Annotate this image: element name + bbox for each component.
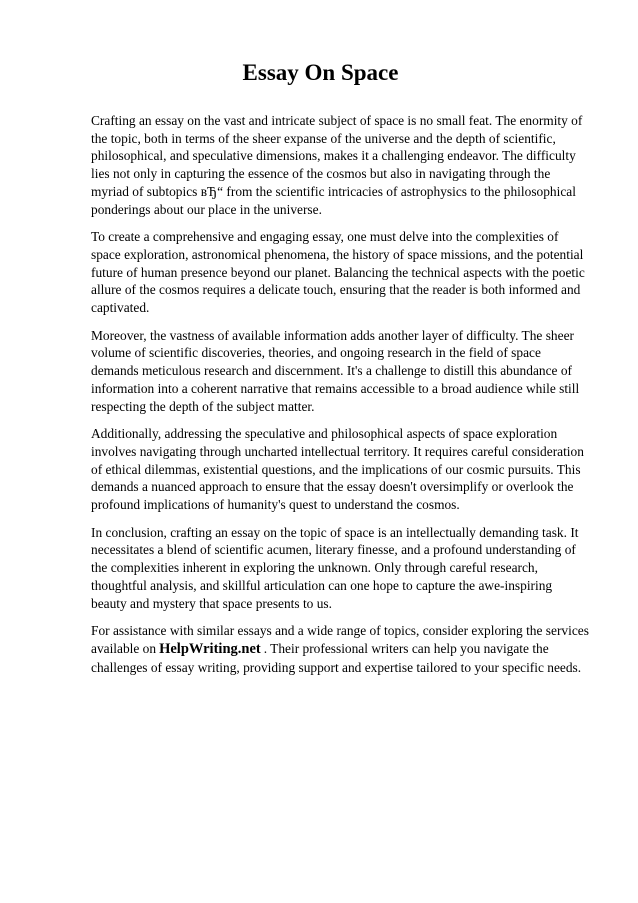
helpwriting-link[interactable]: HelpWriting.net [159, 640, 261, 657]
closing-paragraph [91, 622, 590, 676]
paragraph-2: To create a comprehensive and engaging essay, one must delve into the complexities of space exploration, astronomical phenomena, the history of space missions, and the potential future of human presence beyond our planet. Balancing the technical aspects with the poetic allure of the cosmos requires a delicate touch, ensuring that the reader is both informed and captivated. [91, 229, 585, 316]
paragraph-4: Additionally, addressing the speculative and philosophical aspects of space exploration involves navigating through uncharted intellectual territory. It requires careful consideration of ethical dilemmas, existential questions, and the implications of our cosmic pursuits. This demands a nuanced approach to ensure that the essay doesn't oversimplify or overlook the profound implications of humanity's quest to understand the cosmos. [91, 426, 584, 513]
document-title: Essay On Space [242, 60, 399, 85]
paragraph-3: Moreover, the vastness of available information adds another layer of difficulty. The sheer volume of scientific discoveries, theories, and ongoing research in the field of space demands meticulous research and discernment. It's a challenge to distill this abundance of information into a coherent narrative that remains accessible to a broad audience while still respecting the depth of the subject matter. [91, 327, 580, 414]
paragraph-5: In conclusion, crafting an essay on the topic of space is an intellectually demanding task. It necessitates a blend of scientific acumen, literary finesse, and a profound understanding of the complexities inherent in exploring the unknown. Only through careful research, thoughtful analysis, and skillful articulation can one hope to capture the awe-inspiring beauty and mystery that space presents to us. [91, 524, 579, 611]
closing-text-after: . Their professional writers can help you navigate the challenges of essay writing, providing support and expertise tailored to your specific needs. [91, 640, 582, 675]
paragraph-1: Crafting an essay on the vast and intricate subject of space is no small feat. The enormity of the topic, both in terms of the sheer expanse of the universe and the depth of scientific, philosophical, and speculative dimensions, makes it a challenging endeavor. The difficulty lies not only in capturing the essence of the cosmos but also in navigating through the myriad of subtopics вЂ“ from the scientific intricacies of astrophysics to the philosophical ponderings about our place in the universe. [91, 113, 583, 217]
closing-text-before: For assistance with similar essays and a wide range of topics, consider exploring the services available on [91, 623, 589, 656]
